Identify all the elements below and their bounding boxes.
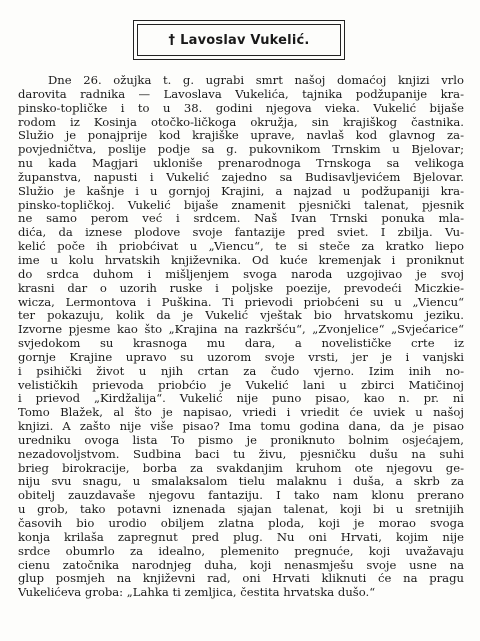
text-line: povjedničtva, poslije podje sa g. pukovnikom Trnskim u Bjelovar; (18, 143, 464, 157)
text-line: konja krilaša zapregnut pred plug. Nu oni Hrvati, kojim nije (18, 530, 464, 544)
text-line: ime u kolu hrvatskih književnika. Od kuće kremenjak i proniknut (18, 253, 464, 267)
text-line: pinsko-topličke i to u 38. godini njegova vieka. Vukelić bijaše (18, 101, 464, 115)
text-line: ne samo perom već i srdcem. Naš Ivan Trnski ponuka mla- (18, 212, 464, 226)
text-line: županstva, napusti i Vukelić zajedno sa Budisavljevićem Bjelovar. (18, 170, 464, 184)
text-line: uredniku ovoga lista To pismo je proniknuto bolnim osjećajem, (18, 433, 464, 447)
text-line: nu kada Magjari ukloniše prenarodnoga Trnskoga sa velikoga (18, 157, 464, 171)
text-line: pinsko-topličkoj. Vukelić bijaše znamenit pjesnički talenat, pjesnik (18, 198, 464, 212)
article-title: Lavoslav Vukelić. (180, 32, 310, 48)
text-line: knjizi. A zašto nije više pisao? Ima tomu godina dana, da je pisao (18, 420, 464, 434)
text-line: svjedokom su krasnoga mu dara, a novelističke crte iz (18, 337, 464, 351)
text-line: velističkih prievoda priobćio je Vukelić lani u zbirci Matičinoj (18, 378, 464, 392)
text-line: u grob, tako potavni iznenada sjajan talenat, koji bi u sretnijih (18, 503, 464, 517)
text-line: Služio je kašnje i u gornjoj Krajini, a najzad u podžupaniji kra- (18, 184, 464, 198)
text-line: brieg birokracije, borba za svakdanjim kruhom ote njegovu ge- (18, 461, 464, 475)
text-line: cienu zatočnika narodnjeg duha, koji nenasmješu svoje usne na (18, 558, 464, 572)
text-line: srdce obumrlo za idealno, plemenito pregnuće, koji uvažavaju (18, 544, 464, 558)
text-line: Služio je ponajprije kod krajiške uprave, navlaš kod glavnog za- (18, 129, 464, 143)
text-line: niju svu snagu, u smalaksalom tielu malaknu i duša, a skrb za (18, 475, 464, 489)
text-line: nezadovoljstvom. Sudbina baci tu živu, pjesničku dušu na suhi (18, 447, 464, 461)
text-line: kelić poče ih priobćivat u „Viencu“, te si steče za kratko liepo (18, 240, 464, 254)
text-line: wicza, Lermontova i Puškina. Ti prievodi priobćeni su u „Viencu“ (18, 295, 464, 309)
text-line: Izvorne pjesme kao što „Krajina na razkršću“, „Zvonjelice“ „Svjećarice“ (18, 323, 464, 337)
cross-icon: † (168, 32, 176, 48)
text-line: i psihički život u njih crtan za čudo vjerno. Izim inih no- (18, 364, 464, 378)
text-line: i prievod „Kirdžalija“. Vukelić nije puno pisao, kao n. pr. ni (18, 392, 464, 406)
text-line: do srdca duhom i mišljenjem svoga naroda uzgojivao je svoj (18, 267, 464, 281)
article-body (18, 74, 464, 600)
title-frame (133, 20, 345, 60)
text-line: krasni dar o uzorih ruske i poljske poezije, prevodeći Miczkie- (18, 281, 464, 295)
text-line: Dne 26. ožujka t. g. ugrabi smrt našoj domaćoj knjizi vrlo (48, 74, 464, 87)
text-line: Vukelićeva groba: „Lahka ti zemljica, čestita hrvatska dušo.“ (18, 586, 376, 600)
text-line: dića, da iznese plodove svoje fantazije pred sviet. I zbilja. Vu- (18, 226, 464, 240)
title-inner-frame (137, 24, 341, 56)
text-line: časovih bio urodio obiljem zlatna ploda, koji je morao svoga (18, 517, 464, 530)
text-line: obitelj zauzdavaše njegovu fantaziju. I tako nam klonu prerano (18, 489, 464, 503)
text-line: rodom iz Kosinja otočko-ličkoga okružja, sin krajiškog častnika. (18, 115, 464, 129)
text-line: gornje Krajine upravo su uzorom svoje vrsti, jer je i vanjski (18, 350, 464, 364)
text-line: ter pokazuju, kolik da je Vukelić vještak bio hrvatskomu jeziku. (18, 309, 464, 323)
text-line: darovita radnika — Lavoslava Vukelića, tajnika podžupanije kra- (18, 87, 464, 101)
text-line: Tomo Blažek, al što je napisao, vriedi i vriedit će uviek u našoj (18, 406, 464, 420)
text-line: glup posmjeh na književni rad, oni Hrvati kliknuti će na pragu (18, 572, 464, 586)
